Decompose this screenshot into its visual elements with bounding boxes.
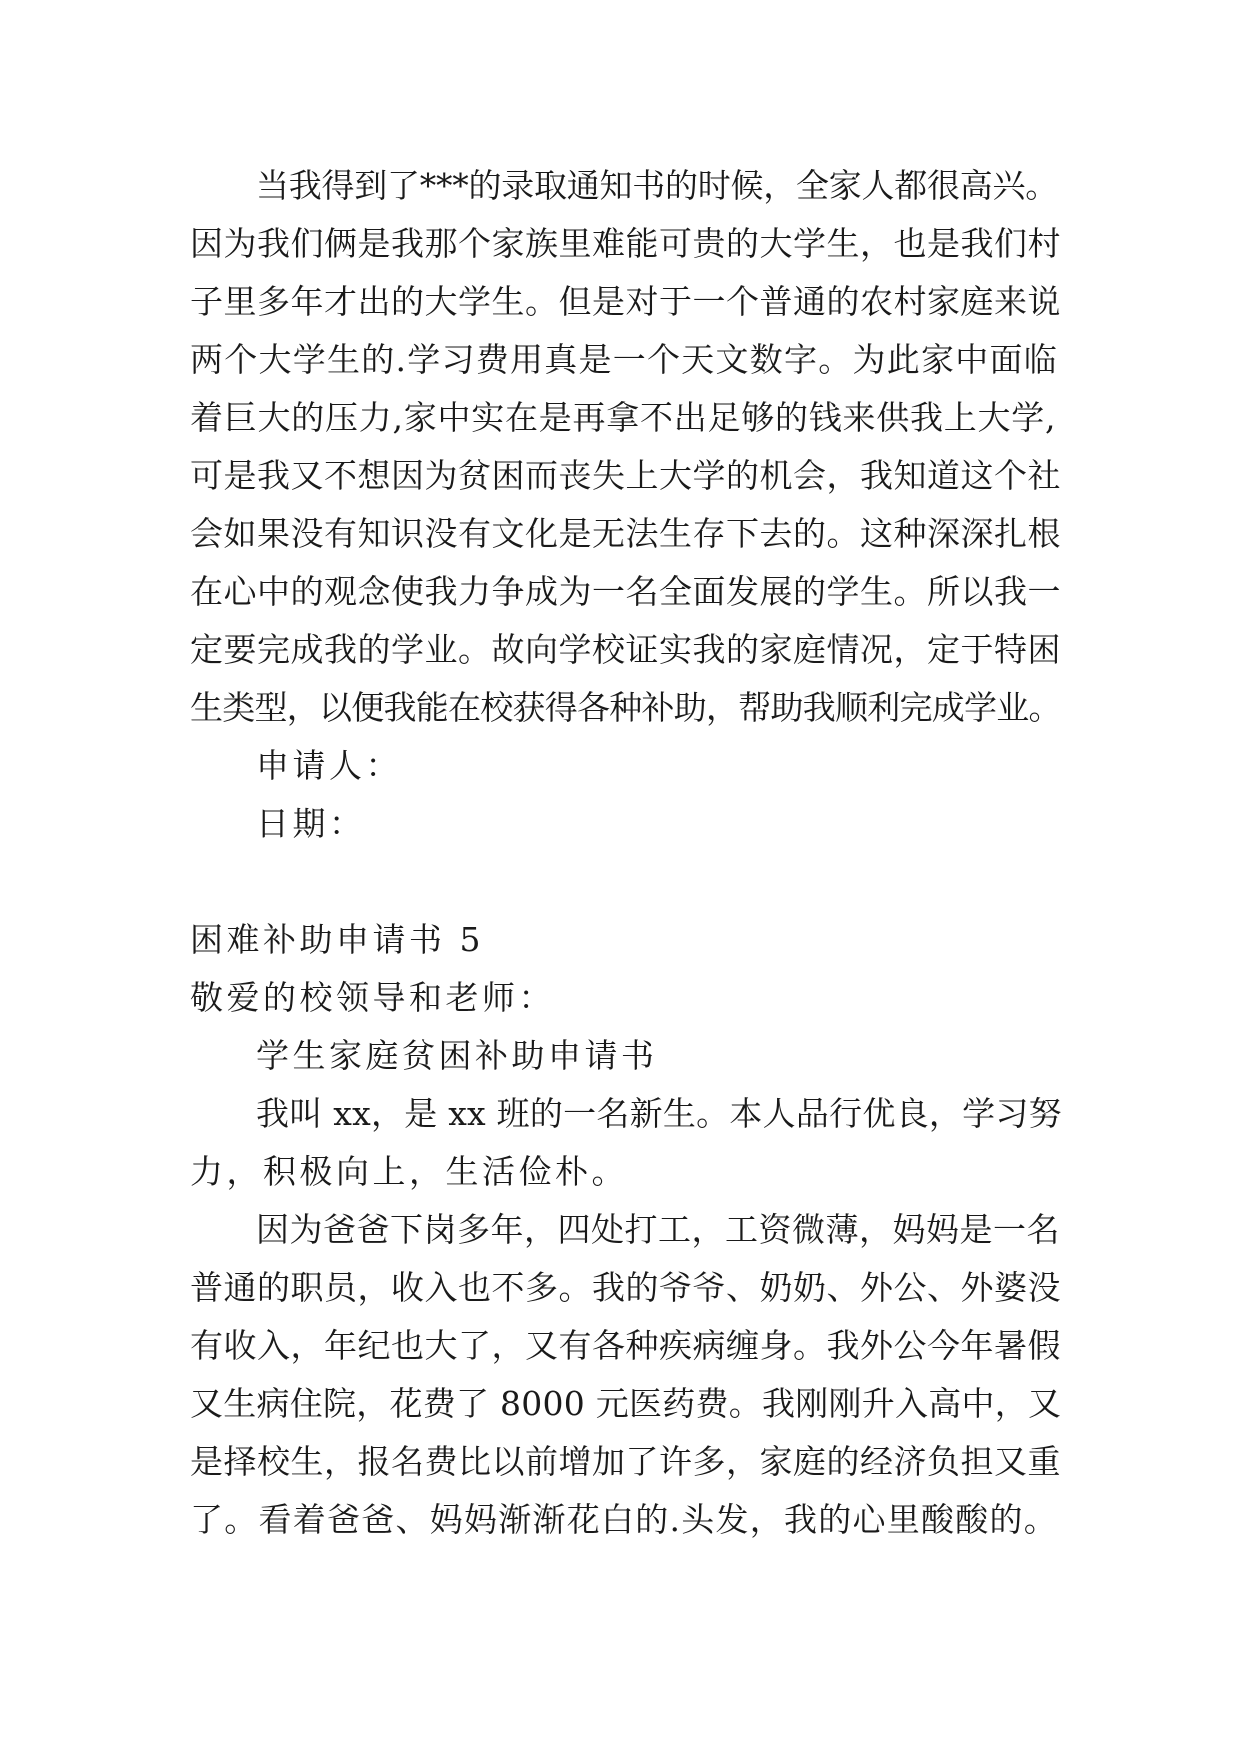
salutation: 敬爱的校领导和老师：: [190, 978, 555, 1017]
paragraph-line: 普通的职员，收入也不多。我的爷爷、奶奶、外公、外婆没: [190, 1268, 1061, 1307]
paragraph-line: 因为爸爸下岗多年，四处打工，工资微薄，妈妈是一名: [256, 1210, 1060, 1249]
paragraph-line: 可是我又不想因为贫困而丧失上大学的机会，我知道这个社: [190, 456, 1061, 495]
paragraph-line: 在心中的观念使我力争成为一名全面发展的学生。所以我一: [190, 572, 1061, 611]
paragraph-line: 两个大学生的.学习费用真是一个天文数字。为此家中面临: [190, 340, 1058, 379]
paragraph-line: 因为我们俩是我那个家族里难能可贵的大学生，也是我们村: [190, 224, 1061, 263]
paragraph-line: 着巨大的压力,家中实在是再拿不出足够的钱来供我上大学,: [190, 398, 1057, 437]
paragraph-line: 力，积极向上，生活俭朴。: [190, 1152, 628, 1191]
paragraph-line: 子里多年才出的大学生。但是对于一个普通的农村家庭来说: [190, 282, 1061, 321]
paragraph-line: 了。看着爸爸、妈妈渐渐花白的.头发，我的心里酸酸的。: [190, 1500, 1058, 1539]
paragraph-line: 当我得到了***的录取通知书的时候，全家人都很高兴。: [256, 166, 1058, 205]
paragraph-line: 是择校生，报名费比以前增加了许多，家庭的经济负担又重: [190, 1442, 1061, 1481]
applicant-label: 申请人：: [256, 746, 402, 785]
section-title: 困难补助申请书 5: [190, 920, 484, 959]
paragraph-line: 会如果没有知识没有文化是无法生存下去的。这种深深扎根: [190, 514, 1061, 553]
paragraph-line: 我叫 xx，是 xx 班的一名新生。本人品行优良，学习努: [256, 1094, 1062, 1133]
date-label: 日期：: [256, 804, 366, 843]
paragraph-line: 有收入，年纪也大了，又有各种疾病缠身。我外公今年暑假: [190, 1326, 1061, 1365]
paragraph-line: 又生病住院，花费了 8000 元医药费。我刚刚升入高中，又: [190, 1384, 1062, 1423]
paragraph-line: 生类型，以便我能在校获得各种补助，帮助我顺利完成学业。: [190, 688, 1061, 727]
letter-subtitle: 学生家庭贫困补助申请书: [256, 1036, 658, 1075]
paragraph-line: 定要完成我的学业。故向学校证实我的家庭情况，定于特困: [190, 630, 1061, 669]
